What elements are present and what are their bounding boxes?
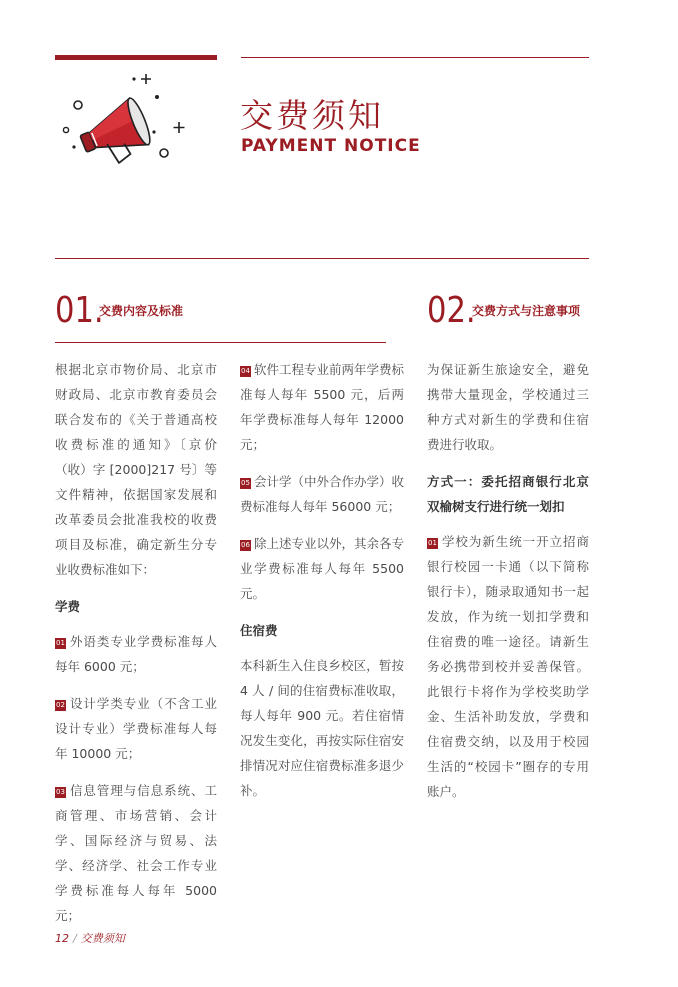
column-2 [240,357,404,815]
item-badge: 03 [56,788,65,796]
item-badge: 02 [56,701,65,709]
section-1-number: 01. [55,290,104,331]
section-2-intro: 为保证新生旅途安全，避免携带大量现金，学校通过三种方式对新生的学费和住宿费进行收取。 [427,362,589,452]
dorm-text: 本科新生入住良乡校区，暂按 4 人 / 间的住宿费标准收取，每人每年 900 元。若住宿情况发生变化，再按实际住宿安排情况对应住宿费标准多退少补。 [240,658,404,798]
list-item: 01 学校为新生统一开立招商银行校园一卡通（以下简称银行卡），随录取通知书一起发放，作为统一划扣学费和住宿费的唯一途径。请新生务必携带到校并妥善保管。此银行卡将作为学校奖助学金、生活补助发放，学费和住宿费交纳，以及用于校园生活的“校园卡”圈存的专用账户。 [427,534,589,799]
page-title: 交费须知 [240,96,384,135]
item-badge: 05 [241,479,250,487]
section-1-rule [55,342,386,343]
list-item: 01 外语类专业学费标准每人每年 6000 元； [55,634,217,674]
page-subtitle-en: PAYMENT NOTICE [241,136,421,156]
list-item: 03 信息管理与信息系统、工商管理、市场营销、会计学、国际经济与贸易、法学、经济学、社会工作专业学费标准每人每年 5000 元； [55,783,217,923]
item-badge: 01 [428,539,437,547]
item-badge: 01 [56,639,65,647]
section-divider [55,258,589,259]
megaphone-icon [58,68,190,168]
column-3 [427,357,589,816]
header-accent-bar [55,55,217,60]
method-heading: 方式一：委托招商银行北京双榆树支行进行统一划扣 [427,474,589,514]
footer-separator: / [73,932,77,945]
section-2-title: 交费方式与注意事项 [472,304,581,318]
footer-label: 交费须知 [80,932,125,945]
list-item: 06 除上述专业以外，其余各专业学费标准每人每年 5500 元。 [240,536,405,601]
list-item: 02 设计学类专业（不含工业设计专业）学费标准每人每年 10000 元； [55,696,217,761]
page-number: 12 [55,932,69,945]
list-item: 04 软件工程专业前两年学费标准每人每年 5500 元，后两年学费标准每人每年 12000 元； [240,362,405,452]
list-item: 05 会计学（中外合作办学）收费标准每人每年 56000 元； [240,474,405,514]
item-badge: 04 [241,367,250,375]
section-1-title: 交费内容及标准 [99,304,184,318]
column-1 [55,357,217,940]
tuition-heading: 学费 [55,599,81,614]
item-badge: 06 [241,541,250,549]
header-rule [241,57,589,58]
section-1-intro: 根据北京市物价局、北京市财政局、北京市教育委员会联合发布的《关于普通高校收费标准的通知》〔京价（收）字 [2000]217 号〕等文件精神，依据国家发展和改革委员会批准我校的收费项目及标准，确定新生分专业收费标准如下： [55,362,217,577]
dorm-heading: 住宿费 [240,623,278,638]
section-2-number: 02. [427,290,476,331]
page-footer [55,930,125,946]
